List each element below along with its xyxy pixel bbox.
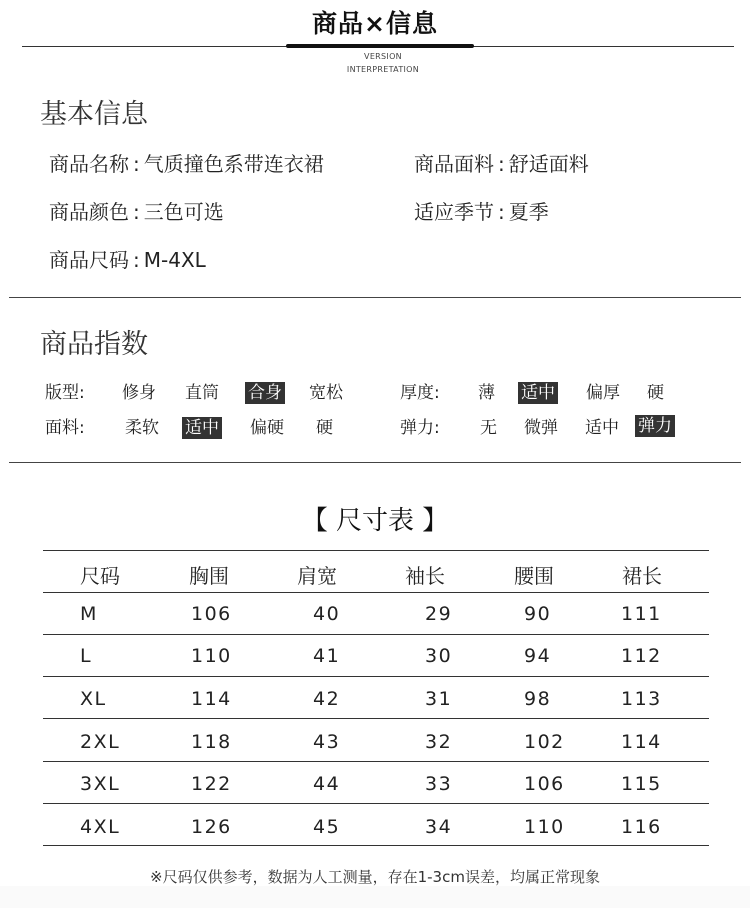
table-cell: 126 [191, 816, 232, 838]
table-cell: 106 [191, 603, 232, 625]
index-option-selected: 适中 [182, 417, 222, 439]
index-option: 硬 [647, 383, 664, 403]
index-option: 修身 [122, 383, 156, 403]
info-value: M-4XL [143, 248, 206, 272]
info-row-size [49, 244, 206, 273]
table-cell: 116 [621, 816, 662, 838]
table-cell-size: 3XL [80, 773, 121, 795]
table-cell: 106 [524, 773, 565, 795]
index-option-selected: 适中 [518, 382, 558, 404]
info-value: 夏季 [508, 200, 549, 224]
bottom-band [0, 886, 750, 908]
table-cell-size: L [80, 645, 93, 667]
table-row-rule [43, 803, 709, 804]
index-option: 薄 [478, 383, 495, 403]
index-option: 直筒 [185, 383, 219, 403]
table-cell: 112 [621, 645, 662, 667]
table-cell-size: 4XL [80, 816, 121, 838]
size-table-title: 【 尺寸表 】 [301, 506, 449, 536]
info-value: 气质撞色系带连衣裙 [143, 152, 324, 176]
table-row-rule [43, 676, 709, 677]
index-option-selected: 合身 [245, 382, 285, 404]
table-cell: 115 [621, 773, 662, 795]
info-label: 商品名称 [49, 152, 129, 176]
info-separator: : [133, 248, 140, 272]
info-value: 舒适面料 [508, 152, 589, 176]
table-cell: 90 [524, 603, 552, 625]
index-option: 适中 [585, 418, 619, 438]
column-header-waist: 腰围 [514, 564, 554, 588]
section-divider [9, 297, 741, 298]
table-cell: 30 [425, 645, 453, 667]
page-title: 商品×信息 [312, 9, 438, 38]
header-subtitle-version: VERSION [364, 52, 402, 61]
table-cell: 41 [313, 645, 341, 667]
table-cell: 40 [313, 603, 341, 625]
table-row-rule [43, 761, 709, 762]
table-bottom-rule [43, 845, 709, 846]
table-row-rule [43, 718, 709, 719]
table-top-rule [43, 550, 709, 551]
index-option-selected: 弹力 [635, 415, 675, 437]
table-row-rule [43, 592, 709, 593]
index-option: 偏硬 [250, 418, 284, 438]
section-divider [9, 462, 741, 463]
index-label-thickness: 厚度: [400, 383, 440, 403]
table-cell: 29 [425, 603, 453, 625]
info-separator: : [498, 152, 505, 176]
index-label-fabric: 面料: [45, 418, 85, 438]
info-row-color [49, 196, 224, 225]
column-header-size: 尺码 [80, 564, 120, 588]
product-index-heading: 商品指数 [40, 329, 148, 360]
info-label: 商品面料 [414, 152, 494, 176]
info-separator: : [133, 152, 140, 176]
column-header-shoulder: 肩宽 [297, 564, 337, 588]
info-row-fabric [414, 148, 589, 177]
info-value: 三色可选 [143, 200, 224, 224]
info-separator: : [133, 200, 140, 224]
table-cell: 122 [191, 773, 232, 795]
measurement-note: ※尺码仅供参考，数据为人工测量，存在1-3cm误差，均属正常现象 [150, 868, 600, 886]
index-option: 硬 [316, 418, 333, 438]
column-header-skirt-length: 裙长 [622, 564, 662, 588]
table-cell: 32 [425, 731, 453, 753]
table-cell: 44 [313, 773, 341, 795]
index-option: 宽松 [309, 383, 343, 403]
table-cell: 110 [191, 645, 232, 667]
table-cell: 102 [524, 731, 565, 753]
column-header-sleeve: 袖长 [405, 564, 445, 588]
table-cell-size: M [80, 603, 98, 625]
header-accent-bar [286, 44, 474, 48]
table-cell: 45 [313, 816, 341, 838]
table-cell: 114 [621, 731, 662, 753]
index-label-elasticity: 弹力: [400, 418, 440, 438]
info-row-name [49, 148, 324, 177]
table-cell: 42 [313, 688, 341, 710]
table-cell: 94 [524, 645, 552, 667]
table-cell: 98 [524, 688, 552, 710]
index-option: 微弹 [524, 418, 558, 438]
info-row-season [414, 196, 549, 225]
header-subtitle-interpretation: INTERPRETATION [346, 65, 420, 74]
table-cell: 31 [425, 688, 453, 710]
table-row-rule [43, 634, 709, 635]
table-cell: 33 [425, 773, 453, 795]
table-cell-size: 2XL [80, 731, 121, 753]
table-cell: 113 [621, 688, 662, 710]
table-cell: 111 [621, 603, 662, 625]
table-cell: 110 [524, 816, 565, 838]
table-cell: 43 [313, 731, 341, 753]
info-label: 适应季节 [414, 200, 494, 224]
table-cell: 114 [191, 688, 232, 710]
column-header-bust: 胸围 [189, 564, 229, 588]
index-label-fit: 版型: [45, 383, 85, 403]
table-cell: 34 [425, 816, 453, 838]
table-cell: 118 [191, 731, 232, 753]
basic-info-heading: 基本信息 [40, 99, 148, 130]
info-label: 商品颜色 [49, 200, 129, 224]
info-separator: : [498, 200, 505, 224]
table-cell-size: XL [80, 688, 107, 710]
index-option: 柔软 [125, 418, 159, 438]
index-option: 无 [480, 418, 497, 438]
info-label: 商品尺码 [49, 248, 129, 272]
index-option: 偏厚 [586, 383, 620, 403]
